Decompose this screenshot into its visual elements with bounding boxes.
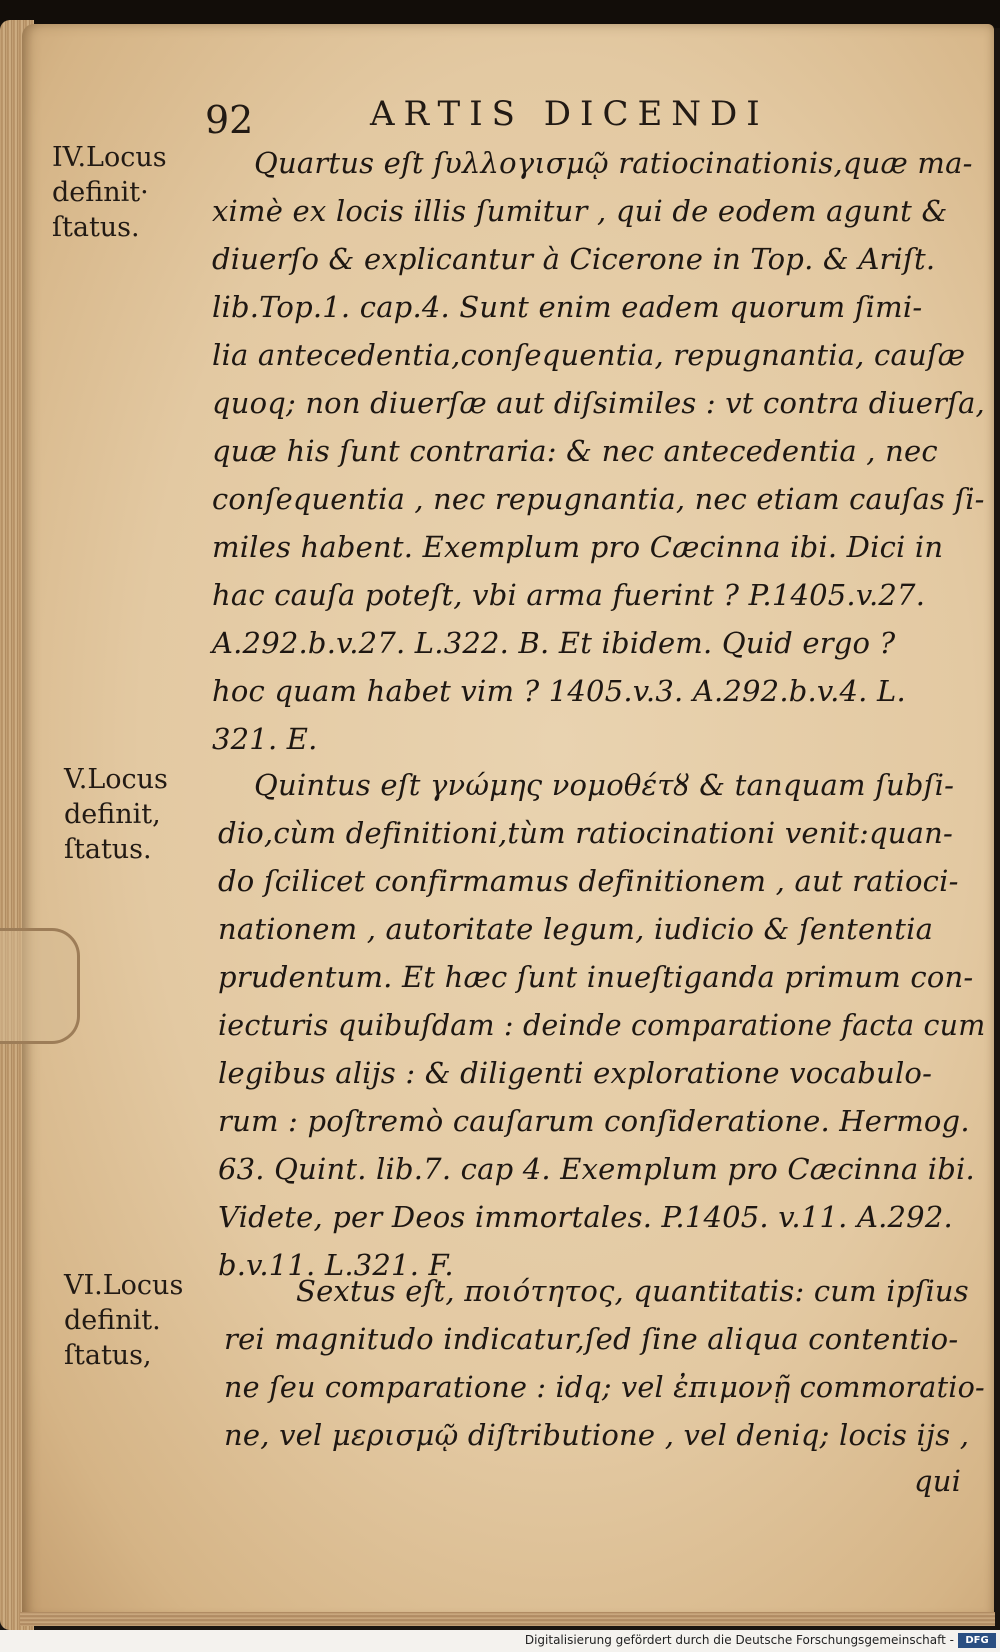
margin-note [64, 762, 168, 867]
dfg-logo: DFG [958, 1633, 996, 1648]
page-bottom-edge [20, 1612, 995, 1626]
margin-note-line: ſtatus, [64, 1340, 152, 1371]
text-line: A.292.b.v.27. L.322. B. Et ibidem. Quid ergo ? [212, 626, 896, 660]
text-line: rei magnitudo indicatur,ſed ſine aliqua contentio- [224, 1322, 959, 1356]
text-line: b.v.11. L.321. F. [218, 1248, 454, 1282]
text-line: legibus alijs : & diligenti exploratione vocabulo- [218, 1056, 933, 1090]
margin-note-line: VI.Locus [64, 1270, 184, 1301]
bookmark-tab [0, 928, 80, 1044]
text-line: quoq; non diuerſæ aut diſsimiles : vt contra diuerſa, [212, 386, 985, 420]
margin-note-line: IV.Locus [52, 142, 167, 173]
margin-note-line: V.Locus [64, 764, 168, 795]
margin-note-line: definit, [64, 799, 161, 830]
page-number: 92 [205, 98, 254, 142]
text-line: Quartus eſt ſυλλογισμῷ ratiocinationis,quæ ma- [254, 146, 973, 180]
text-line: ximè ex locis illis ſumitur , qui de eodem agunt & [212, 194, 948, 228]
margin-note-line: definit. [64, 1305, 161, 1336]
text-line: 321. E. [212, 722, 318, 756]
text-line: rum : poſtremò cauſarum conſideratione. Hermog. [218, 1104, 970, 1138]
catchword: qui [914, 1464, 962, 1498]
text-line: iecturis quibuſdam : deinde comparatione facta cum [218, 1008, 986, 1042]
text-line: conſequentia , nec repugnantia, nec etiam cauſas ſi- [212, 482, 985, 516]
text-line: hac cauſa poteſt, vbi arma fuerint ? P.1405.v.27. [212, 578, 926, 612]
text-line: 63. Quint. lib.7. cap 4. Exemplum pro Cæcinna ibi. [218, 1152, 975, 1186]
text-line: lib.Top.1. cap.4. Sunt enim eadem quorum ſimi- [212, 290, 923, 324]
text-line: dio,cùm definitioni,tùm ratiocinationi venit:quan- [218, 816, 953, 850]
text-line: do ſcilicet confirmamus definitionem , aut ratioci- [218, 864, 959, 898]
text-line: ne ſeu comparatione : idq; vel ἐπιμονῇ commoratio- [224, 1370, 985, 1404]
text-line: ne, vel μερισμῷ diſtributione , vel deniq; locis ijs , [224, 1418, 970, 1452]
text-line: Sextus eſt, ποιότητος, quantitatis: cum ipſius [296, 1274, 969, 1308]
margin-note [52, 140, 167, 245]
text-line: nationem , autoritate legum, iudicio & ſententia [218, 912, 934, 946]
margin-note-line: ſtatus. [64, 834, 152, 865]
text-line: diuerſo & explicantur à Cicerone in Top. & Ariſt. [212, 242, 936, 276]
margin-note-line: ſtatus. [52, 212, 140, 243]
text-line: prudentum. Et hæc ſunt inueſtiganda primum con- [218, 960, 974, 994]
text-line: lia antecedentia,conſequentia, repugnantia, cauſæ [212, 338, 966, 372]
running-head: ARTIS DICENDI [370, 94, 769, 134]
footer-credit: Digitalisierung gefördert durch die Deutsche Forschungsgemeinschaft - [524, 1633, 954, 1647]
margin-note [64, 1268, 183, 1373]
text-line: Quintus eſt γνώμης νομοθέτȣ & tanquam ſubſi- [254, 768, 955, 802]
text-line: miles habent. Exemplum pro Cæcinna ibi. Dici in [212, 530, 944, 564]
text-line: quæ his ſunt contraria: & nec antecedentia , nec [212, 434, 938, 468]
text-line: Videte, per Deos immortales. P.1405. v.11. A.292. [218, 1200, 953, 1234]
margin-note-line: definit· [52, 177, 149, 208]
text-line: hoc quam habet vim ? 1405.v.3. A.292.b.v.4. L. [212, 674, 906, 708]
